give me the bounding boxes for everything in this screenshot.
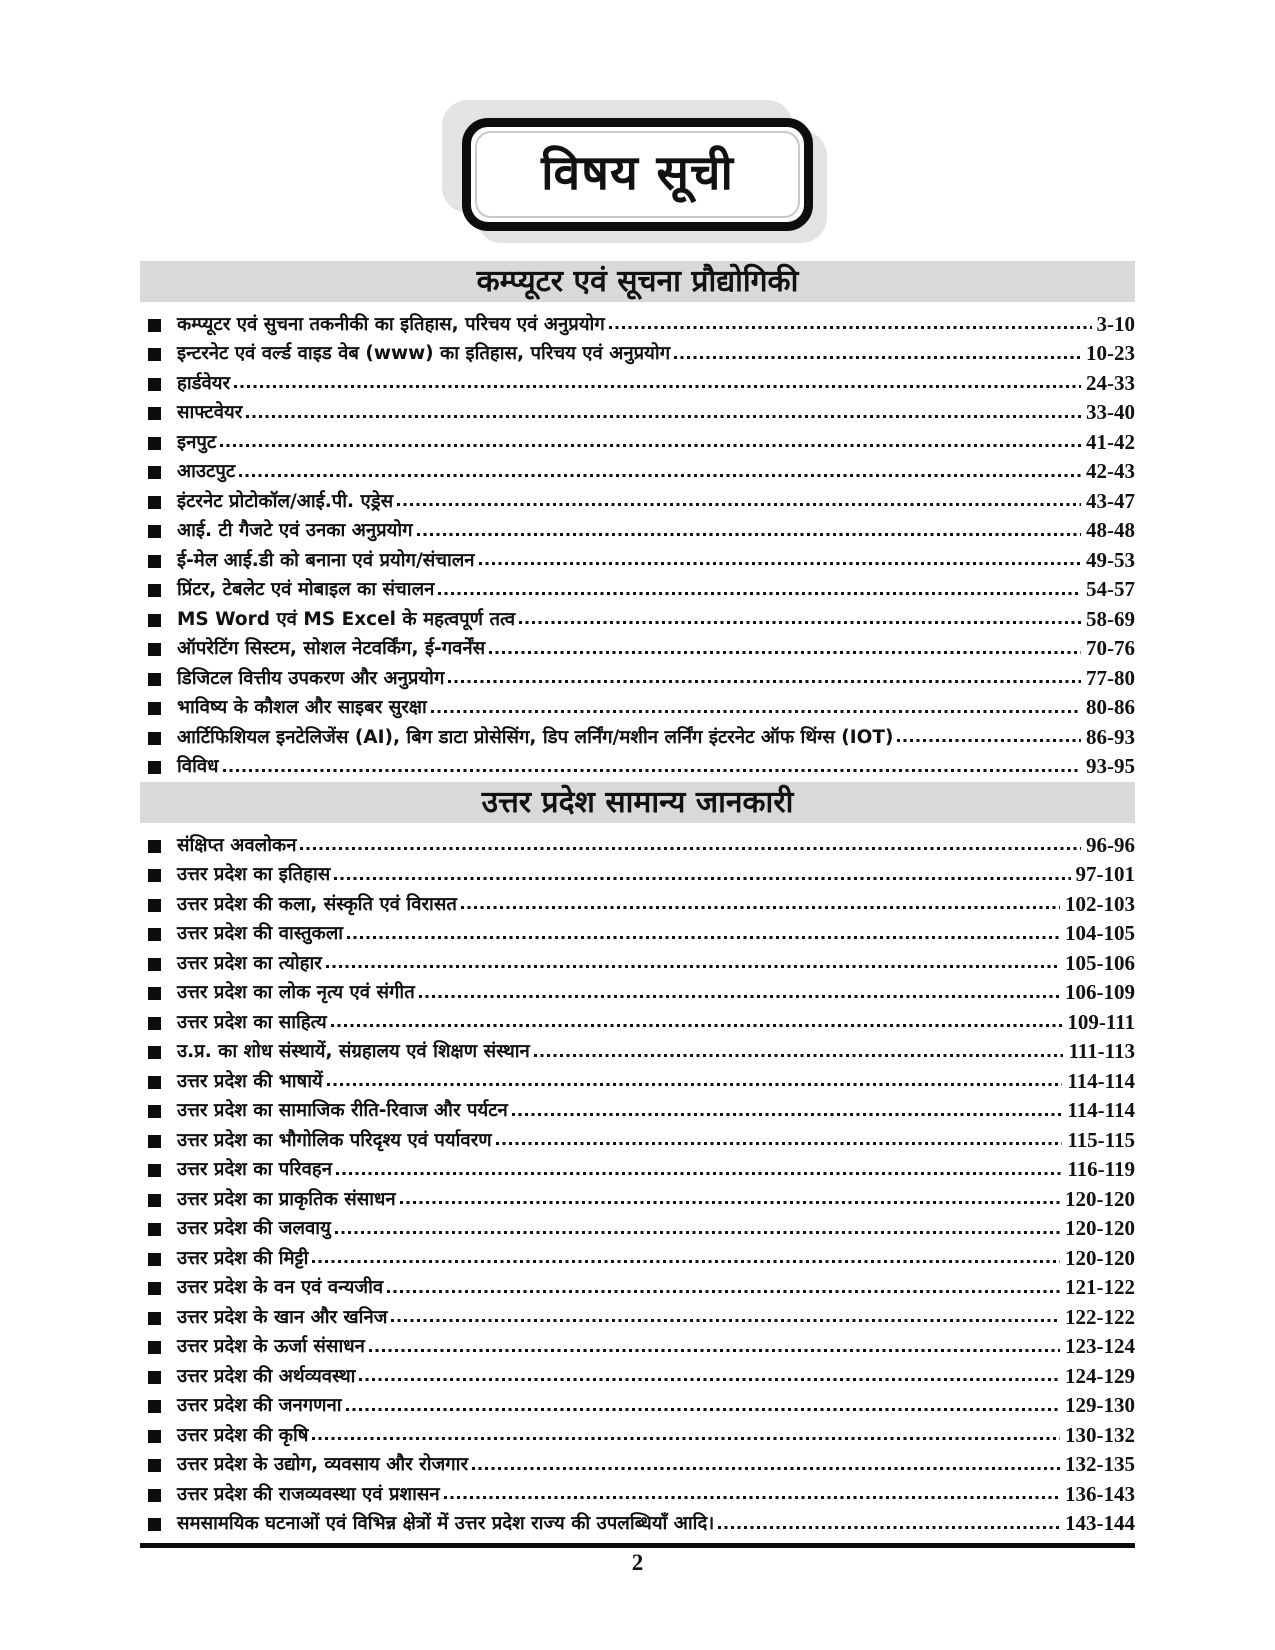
dotted-leader (239, 456, 1081, 486)
toc-entry (140, 1272, 1135, 1302)
square-bullet-icon (148, 319, 161, 332)
toc-entry (140, 1478, 1135, 1508)
toc-entry (140, 367, 1135, 397)
toc-entry-pages: 130-132 (1065, 1422, 1135, 1447)
section-header: उत्तर प्रदेश सामान्य जानकारी (140, 782, 1135, 823)
toc-entry-pages: 97-101 (1075, 862, 1135, 886)
toc-entry-pages: 102-103 (1065, 891, 1135, 916)
footer (140, 1543, 1135, 1576)
toc-entry (140, 1036, 1135, 1066)
dotted-leader (234, 367, 1081, 397)
toc-entry-pages: 109-111 (1067, 1009, 1135, 1034)
square-bullet-icon (148, 1518, 161, 1531)
dotted-leader (312, 1242, 1060, 1272)
square-bullet-icon (148, 987, 161, 1000)
square-bullet-icon (148, 702, 161, 715)
toc-entry-pages: 121-122 (1065, 1275, 1135, 1299)
dotted-leader (461, 888, 1060, 918)
toc-entry (140, 1419, 1135, 1449)
toc-entry (140, 485, 1135, 515)
square-bullet-icon (148, 1135, 161, 1148)
dotted-leader (336, 1154, 1062, 1184)
toc-entry-pages: 106-109 (1065, 980, 1135, 1004)
toc-entry-pages: 96-96 (1086, 832, 1135, 857)
square-bullet-icon (148, 1223, 161, 1236)
square-bullet-icon (148, 1371, 161, 1384)
toc-entry-title: उत्तर प्रदेश के खान और खनिज (177, 1306, 388, 1328)
toc-entry-title: उ.प्र. का शोध संस्थायें, संग्रहालय एवं शिक्षण संस्थान (177, 1041, 530, 1062)
toc-entry (140, 829, 1135, 859)
dotted-leader (489, 633, 1081, 663)
square-bullet-icon (148, 958, 161, 971)
toc-entry-title: उत्तर प्रदेश का त्योहार (177, 952, 322, 974)
dotted-leader (444, 1478, 1060, 1508)
toc-entry-title: ऑपरेटिंग सिस्टम, सोशल नेटवर्किंग, ई-गवर्नेंस (177, 638, 486, 659)
square-bullet-icon (148, 466, 161, 479)
square-bullet-icon (148, 1459, 161, 1472)
toc-entry-title: इंटरनेट प्रोटोकॉल/आई.पी. एड्रेस (177, 490, 394, 512)
toc-entry-pages: 114-114 (1067, 1068, 1135, 1093)
toc-entry (140, 1124, 1135, 1154)
dotted-leader (718, 1508, 1060, 1538)
section-header: कम्प्यूटर एवं सूचना प्रौद्योगिकी (140, 261, 1135, 302)
square-bullet-icon (148, 1105, 161, 1118)
toc-entry-pages: 124-129 (1065, 1363, 1135, 1388)
dotted-leader (534, 1036, 1064, 1066)
toc-entry (140, 1449, 1135, 1479)
toc-entry (140, 662, 1135, 692)
toc-section (140, 782, 1135, 1537)
toc-entry-title: उत्तर प्रदेश का प्राकृतिक संसाधन (177, 1188, 396, 1210)
square-bullet-icon (148, 840, 161, 853)
toc-entry-title: ई-मेल आई.डी को बनाना एवं प्रयोग/संचालन (177, 549, 475, 571)
square-bullet-icon (148, 407, 161, 420)
dotted-leader (419, 977, 1060, 1007)
toc-entry-title: उत्तर प्रदेश का परिवहन (177, 1159, 332, 1180)
toc-entry-title: उत्तर प्रदेश की भाषायें (177, 1070, 323, 1092)
toc-entry-title: उत्तर प्रदेश की कृषि (177, 1424, 309, 1446)
toc-entry (140, 397, 1135, 427)
toc-entry-title: विविध (177, 756, 219, 777)
toc-entry (140, 426, 1135, 456)
dotted-leader (519, 603, 1081, 633)
toc-entry-pages: 3-10 (1096, 311, 1135, 336)
toc-entry (140, 859, 1135, 889)
square-bullet-icon (148, 1341, 161, 1354)
square-bullet-icon (148, 348, 161, 361)
title-box (462, 118, 813, 231)
toc-entry (140, 751, 1135, 781)
toc-entry-title: उत्तर प्रदेश की अर्थव्यवस्था (177, 1365, 356, 1387)
dotted-leader (359, 1360, 1060, 1390)
dotted-leader (512, 1095, 1063, 1125)
toc-entry (140, 1360, 1135, 1390)
toc-entry-title: इनपुट (177, 431, 217, 453)
toc-entry-title: उत्तर प्रदेश के वन एवं वन्यजीव (177, 1277, 384, 1298)
toc-entry-title: प्रिंटर, टेबलेट एवं मोबाइल का संचालन (177, 579, 435, 600)
toc-entry (140, 544, 1135, 574)
square-bullet-icon (148, 1489, 161, 1502)
square-bullet-icon (148, 761, 161, 774)
square-bullet-icon (148, 732, 161, 745)
square-bullet-icon (148, 555, 161, 568)
square-bullet-icon (148, 1046, 161, 1059)
toc-entry-title: उत्तर प्रदेश की कला, संस्कृति एवं विरासत (177, 893, 457, 915)
toc-entry-title: उत्तर प्रदेश के उद्योग, व्यवसाय और रोजगार (177, 1454, 469, 1475)
dotted-leader (220, 426, 1081, 456)
toc-entry (140, 1242, 1135, 1272)
toc-entry-pages: 70-76 (1086, 636, 1135, 660)
dotted-leader (347, 918, 1060, 948)
square-bullet-icon (148, 1400, 161, 1413)
toc-entry-pages: 24-33 (1086, 370, 1135, 395)
toc-list (140, 261, 1135, 1537)
toc-entry-pages: 93-95 (1086, 754, 1135, 778)
toc-entry-pages: 41-42 (1086, 429, 1135, 454)
toc-entry (140, 633, 1135, 663)
dotted-leader (472, 1449, 1060, 1479)
toc-entry-title: उत्तर प्रदेश का साहित्य (177, 1011, 327, 1033)
toc-section (140, 261, 1135, 780)
page-title: विषय सूची (475, 131, 800, 218)
dotted-leader (312, 1419, 1060, 1449)
toc-entry-title: उत्तर प्रदेश का लोक नृत्य एवं संगीत (177, 982, 415, 1003)
toc-entry-pages: 33-40 (1086, 400, 1135, 424)
toc-entry-pages: 77-80 (1086, 665, 1135, 690)
toc-entry (140, 1183, 1135, 1213)
toc-entry-title: उत्तर प्रदेश की राजव्यवस्था एवं प्रशासन (177, 1483, 440, 1505)
square-bullet-icon (148, 614, 161, 627)
footer-page-number: 2 (631, 1550, 644, 1575)
dotted-leader (369, 1331, 1060, 1361)
toc-entry-pages: 104-105 (1065, 921, 1135, 945)
toc-entry-pages: 10-23 (1086, 341, 1135, 365)
dotted-leader (397, 485, 1081, 515)
toc-entry-pages: 143-144 (1065, 1511, 1135, 1535)
section-rows (140, 308, 1135, 780)
dotted-leader (897, 721, 1081, 751)
toc-entry-title: MS Word एवं MS Excel के महत्वपूर्ण तत्व (177, 608, 516, 630)
dotted-leader (448, 662, 1081, 692)
toc-entry-pages: 115-115 (1067, 1127, 1135, 1152)
toc-entry-pages: 129-130 (1065, 1393, 1135, 1417)
toc-entry-title: उत्तर प्रदेश की जनगणना (177, 1395, 342, 1416)
toc-entry-pages: 120-120 (1065, 1216, 1135, 1240)
toc-entry-pages: 120-120 (1065, 1186, 1135, 1211)
toc-entry (140, 515, 1135, 545)
toc-entry (140, 692, 1135, 722)
square-bullet-icon (148, 1253, 161, 1266)
toc-entry-pages: 105-106 (1065, 950, 1135, 975)
dotted-leader (346, 1390, 1060, 1420)
toc-entry-title: उत्तर प्रदेश की जलवायु (177, 1218, 331, 1239)
square-bullet-icon (148, 1194, 161, 1207)
toc-entry-title: उत्तर प्रदेश का भौगोलिक परिदृश्य एवं पर्यावरण (177, 1129, 492, 1151)
toc-entry-pages: 48-48 (1086, 518, 1135, 542)
toc-entry-title: भाविष्य के कौशल और साइबर सुरक्षा (177, 697, 427, 718)
toc-entry (140, 1154, 1135, 1184)
toc-entry (140, 1095, 1135, 1125)
dotted-leader (331, 1006, 1063, 1036)
toc-entry-pages: 42-43 (1086, 459, 1135, 483)
toc-entry (140, 1065, 1135, 1095)
toc-entry-pages: 132-135 (1065, 1452, 1135, 1476)
toc-entry-pages: 120-120 (1065, 1245, 1135, 1270)
toc-entry (140, 888, 1135, 918)
title-box-wrapper (0, 0, 1275, 231)
toc-entry (140, 574, 1135, 604)
square-bullet-icon (148, 1430, 161, 1443)
toc-entry-pages: 54-57 (1086, 577, 1135, 601)
toc-entry (140, 1331, 1135, 1361)
footer-divider (140, 1543, 1135, 1548)
toc-entry (140, 1006, 1135, 1036)
dotted-leader (300, 829, 1081, 859)
toc-entry (140, 977, 1135, 1007)
toc-entry-title: आर्टिफिशियल इनटेलिजेंस (AI), बिग डाटा प्रोसेसिंग, डिप लर्निंग/मशीन लर्निंग इंटरनेट ऑफ थिंग्स (IOT) (177, 726, 894, 748)
square-bullet-icon (148, 525, 161, 538)
toc-entry (140, 456, 1135, 486)
dotted-leader (674, 338, 1081, 368)
square-bullet-icon (148, 1017, 161, 1030)
toc-entry (140, 947, 1135, 977)
dotted-leader (609, 308, 1092, 338)
toc-entry-pages: 58-69 (1086, 606, 1135, 631)
toc-entry (140, 338, 1135, 368)
toc-entry-pages: 116-119 (1067, 1157, 1135, 1181)
square-bullet-icon (148, 437, 161, 450)
toc-entry-title: कम्प्यूटर एवं सुचना तकनीकी का इतिहास, परिचय एवं अनुप्रयोग (177, 313, 605, 335)
toc-entry (140, 1213, 1135, 1243)
square-bullet-icon (148, 869, 161, 882)
section-rows (140, 829, 1135, 1537)
toc-entry-title: डिजिटल वित्तीय उपकरण और अनुप्रयोग (177, 667, 445, 689)
toc-entry-pages: 111-113 (1068, 1039, 1135, 1063)
dotted-leader (496, 1124, 1063, 1154)
square-bullet-icon (148, 584, 161, 597)
dotted-leader (326, 947, 1060, 977)
dotted-leader (400, 1183, 1060, 1213)
square-bullet-icon (148, 1312, 161, 1325)
dotted-leader (417, 515, 1081, 545)
square-bullet-icon (148, 1282, 161, 1295)
square-bullet-icon (148, 1164, 161, 1177)
toc-entry-title: साफ्टवेयर (177, 402, 243, 423)
toc-entry (140, 603, 1135, 633)
toc-entry-title: उत्तर प्रदेश की मिट्टी (177, 1247, 309, 1269)
dotted-leader (335, 1213, 1060, 1243)
toc-entry-title: आउटपुट (177, 461, 236, 482)
toc-entry-pages: 122-122 (1065, 1304, 1135, 1329)
toc-entry-title: हार्डवेयर (177, 372, 231, 394)
toc-entry-title: उत्तर प्रदेश के ऊर्जा संसाधन (177, 1336, 365, 1357)
toc-entry-pages: 114-114 (1067, 1098, 1135, 1122)
toc-entry-title: आई. टी गैजटे एवं उनका अनुप्रयोग (177, 520, 413, 541)
toc-entry-pages: 49-53 (1086, 547, 1135, 572)
toc-entry (140, 918, 1135, 948)
toc-entry-title: उत्तर प्रदेश की वास्तुकला (177, 923, 344, 944)
toc-entry-title: उत्तर प्रदेश का सामाजिक रीति-रिवाज और पर्यटन (177, 1100, 508, 1121)
square-bullet-icon (148, 496, 161, 509)
toc-entry-pages: 80-86 (1086, 695, 1135, 719)
square-bullet-icon (148, 643, 161, 656)
toc-entry (140, 308, 1135, 338)
toc-entry (140, 1390, 1135, 1420)
dotted-leader (387, 1272, 1060, 1302)
toc-entry-pages: 123-124 (1065, 1334, 1135, 1358)
toc-entry (140, 1508, 1135, 1538)
toc-entry-title: समसामयिक घटनाओं एवं विभिन्न क्षेत्रों में उत्तर प्रदेश राज्य की उपलब्धियाँ आदि। (177, 1513, 715, 1534)
dotted-leader (479, 544, 1081, 574)
dotted-leader (223, 751, 1081, 781)
toc-entry-title: उत्तर प्रदेश का इतिहास (177, 864, 331, 885)
toc-entry (140, 1301, 1135, 1331)
square-bullet-icon (148, 1076, 161, 1089)
square-bullet-icon (148, 673, 161, 686)
dotted-leader (246, 397, 1081, 427)
square-bullet-icon (148, 378, 161, 391)
dotted-leader (327, 1065, 1063, 1095)
dotted-leader (431, 692, 1081, 722)
square-bullet-icon (148, 928, 161, 941)
dotted-leader (391, 1301, 1060, 1331)
toc-entry-title: संक्षिप्त अवलोकन (177, 834, 297, 856)
toc-entry-pages: 43-47 (1086, 488, 1135, 513)
toc-entry-title: इन्टरनेट एवं वर्ल्ड वाइड वेब (www) का इतिहास, परिचय एवं अनुप्रयोग (177, 343, 671, 364)
toc-entry-pages: 86-93 (1086, 724, 1135, 749)
dotted-leader (334, 859, 1070, 889)
toc-entry-pages: 136-143 (1065, 1481, 1135, 1506)
square-bullet-icon (148, 899, 161, 912)
toc-entry (140, 721, 1135, 751)
dotted-leader (438, 574, 1081, 604)
